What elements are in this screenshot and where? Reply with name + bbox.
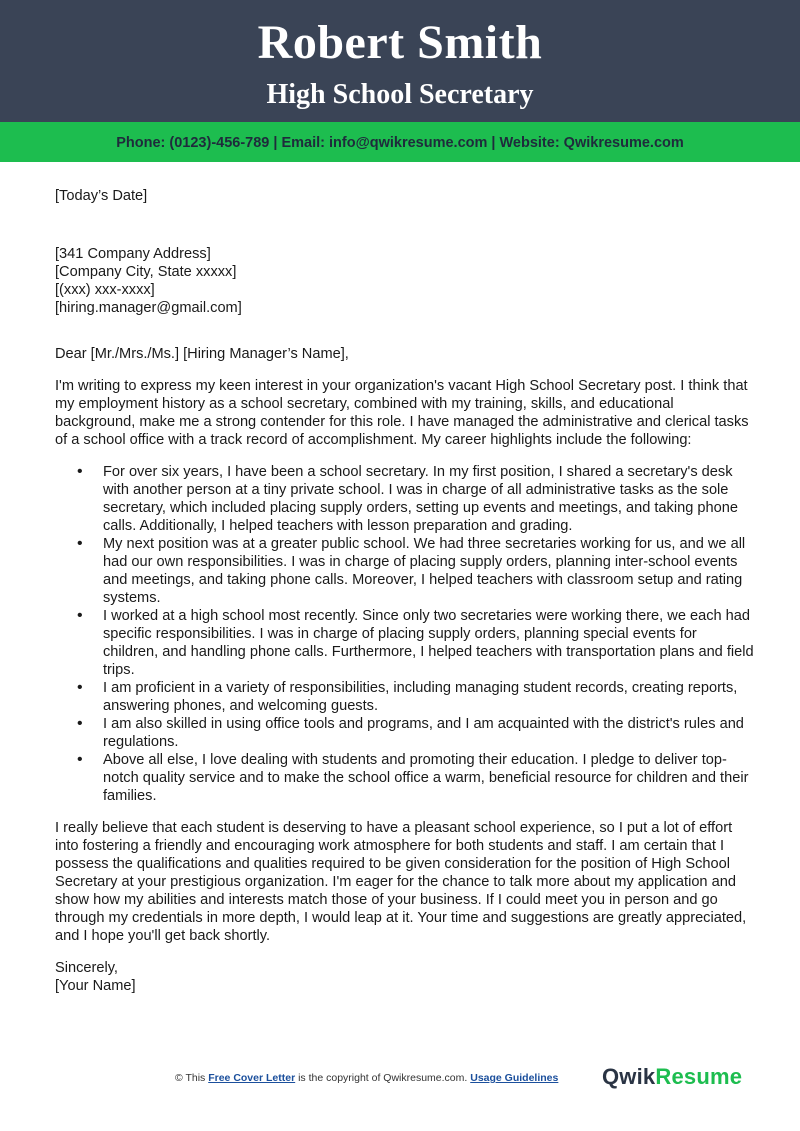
copyright-prefix: © This <box>175 1072 209 1084</box>
contact-bar: Phone: (0123)-456-789 | Email: info@qwikresume.com | Website: Qwikresume.com <box>0 122 800 162</box>
list-item: • My next position was at a greater public school. We had three secretaries working for us, and we all had our own responsibilities. I was in charge of placing supply orders, planning inter-school events and meetings, and taking phone calls. Moreover, I helped teachers with classroom setup and rating systems. <box>103 535 755 607</box>
resume-header <box>0 0 800 122</box>
letter-body <box>55 187 755 995</box>
logo-part-qwik: Qwik <box>602 1064 656 1089</box>
free-cover-letter-link[interactable]: Free Cover Letter <box>208 1072 296 1084</box>
address-line: [341 Company Address] <box>55 246 211 262</box>
page-footer <box>0 1058 800 1098</box>
list-item: • I am also skilled in using office tools and programs, and I am acquainted with the district's rules and regulations. <box>103 715 755 751</box>
salutation: Dear [Mr./Mrs./Ms.] [Hiring Manager’s Name], <box>55 346 349 362</box>
logo-part-resume: Resume <box>655 1064 743 1089</box>
qwikresume-logo <box>602 1064 742 1090</box>
usage-guidelines-link[interactable]: Usage Guidelines <box>470 1072 559 1084</box>
copyright-middle: is the copyright of Qwikresume.com. <box>295 1072 471 1084</box>
recipient-address <box>55 245 755 317</box>
address-line: [hiring.manager@gmail.com] <box>55 300 242 316</box>
closing: Sincerely, <box>55 960 118 976</box>
list-item: • Above all else, I love dealing with students and promoting their education. I pledge to deliver top-notch quality service and to make the school office a warm, beneficial resource for children and their families. <box>103 751 755 805</box>
address-line: [Company City, State xxxxx] <box>55 264 237 280</box>
address-line: [(xxx) xxx-xxxx] <box>55 282 155 298</box>
list-item: • I worked at a high school most recently. Since only two secretaries were working there, we each had specific responsibilities. I was in charge of placing supply orders, planning special events for children, and handling phone calls. Furthermore, I helped teachers with transportation plans and field trips. <box>103 607 755 679</box>
copyright-notice <box>175 1072 558 1084</box>
letter-date: [Today’s Date] <box>55 188 148 204</box>
list-item: • I am proficient in a variety of responsibilities, including managing student records, creating reports, answering phones, and welcoming guests. <box>103 679 755 715</box>
intro-paragraph: I'm writing to express my keen interest in your organization's vacant High School Secretary post. I think that my employment history as a school secretary, combined with my training, skills, and educational background, make me a strong contender for this role. I have managed the administrative and clerical tasks of a school office with a track record of accomplishment. My career highlights include the following: <box>55 378 749 448</box>
body-paragraph: I really believe that each student is deserving to have a pleasant school experience, so I put a lot of effort into fostering a friendly and encouraging work atmosphere for both students and staff. I am certain that I possess the qualifications and qualities required to be given consideration for the position of High School Secretary at your prestigious organization. I'm eager for the chance to talk more about my application and show how my abilities and interests match those of your business. If I could meet you in person and go through my credentials in more depth, I would leap at it. Your time and suggestions are greatly appreciated, and I hope you'll get back shortly. <box>55 820 747 944</box>
candidate-name: Robert Smith <box>257 16 543 69</box>
job-title: High School Secretary <box>266 79 534 110</box>
list-item: • For over six years, I have been a school secretary. In my first position, I shared a secretary's desk with another person at a tiny private school. I was in charge of all administrative tasks as the sole secretary, which included placing supply orders, setting up events and meetings, and taking phone calls. Additionally, I helped teachers with lesson preparation and grading. <box>103 463 755 535</box>
career-highlights-list <box>55 463 755 805</box>
signature: [Your Name] <box>55 978 136 994</box>
